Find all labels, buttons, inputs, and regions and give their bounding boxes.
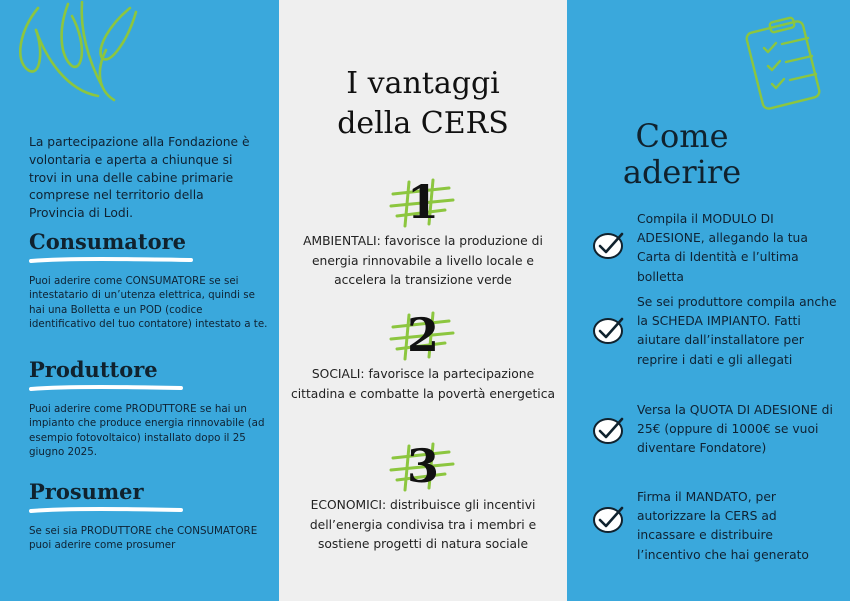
benefit-item (279, 309, 567, 404)
clipboard-checklist-icon (744, 14, 834, 114)
benefits-title-line2: della CERS (337, 106, 509, 141)
checkmark-circle-icon (591, 228, 627, 262)
benefit-text: SOCIALI: favorisce la partecipazione cittadina e combatte la povertà energetica (290, 367, 556, 401)
benefit-item (279, 176, 567, 291)
brush-underline-icon (29, 256, 194, 264)
join-title-line1: Come (635, 117, 729, 155)
join-title (607, 118, 757, 190)
leaf-doodle-icon (10, 0, 160, 110)
step-text: Se sei produttore compila anche la SCHEDA IMPIANTO. Fatti aiutare dall’installatore per reprire i dati e gli allegati (637, 295, 837, 367)
benefits-title (279, 64, 567, 144)
produttore-title: Produttore (29, 357, 158, 382)
benefit-number: 1 (406, 175, 439, 229)
join-title-line2: aderire (622, 153, 742, 191)
right-panel (567, 0, 850, 601)
benefit-item (279, 440, 567, 555)
produttore-section (29, 358, 269, 460)
benefit-text: AMBIENTALI: favorisce la produzione di energia rinnovabile a livello locale e accelera la transizione verde (303, 234, 543, 287)
benefit-text: ECONOMICI: distribuisce gli incentivi dell’energia condivisa tra i membri e sostiene progetti di natura sociale (309, 498, 537, 551)
left-panel (0, 0, 279, 601)
prosumer-section (29, 480, 269, 553)
produttore-text: Puoi aderire come PRODUTTORE se hai un impianto che produce energia rinnovabile (ad esempio fotovoltaico) installato dopo il 25 giugno 2025. (29, 403, 265, 459)
step-text: Firma il MANDATO, per autorizzare la CERS ad incassare e distribuire l’incentivo che hai generato (637, 490, 809, 562)
step-text: Compila il MODULO DI ADESIONE, allegando la tua Carta di Identità e l’ultima bolletta (637, 212, 808, 284)
checkmark-circle-icon (591, 413, 627, 447)
step-text: Versa la QUOTA DI ADESIONE di 25€ (oppure di 1000€ se vuoi diventare Fondatore) (637, 403, 833, 456)
consumatore-title: Consumatore (29, 229, 187, 254)
intro-text: La partecipazione alla Fondazione è volontaria e aperta a chiunque si trovi in una delle cabine primarie comprese nel territorio della Provincia di Lodi. (29, 135, 250, 221)
benefit-number: 2 (406, 308, 439, 362)
benefits-title-line1: I vantaggi (346, 66, 500, 101)
consumatore-section (29, 230, 269, 332)
benefit-number: 3 (406, 439, 439, 493)
checkmark-circle-icon (591, 313, 627, 347)
middle-panel (279, 0, 567, 601)
prosumer-title: Prosumer (29, 479, 144, 504)
brush-underline-icon (29, 506, 184, 514)
prosumer-text: Se sei sia PRODUTTORE che CONSUMATORE puoi aderire come prosumer (29, 525, 258, 552)
brush-underline-icon (29, 384, 184, 392)
consumatore-text: Puoi aderire come CONSUMATORE se sei intestatario di un’utenza elettrica, quindi se hai una Bolletta e un POD (codice identificativo del tuo contatore) intestato a te. (29, 275, 268, 331)
checkmark-circle-icon (591, 502, 627, 536)
